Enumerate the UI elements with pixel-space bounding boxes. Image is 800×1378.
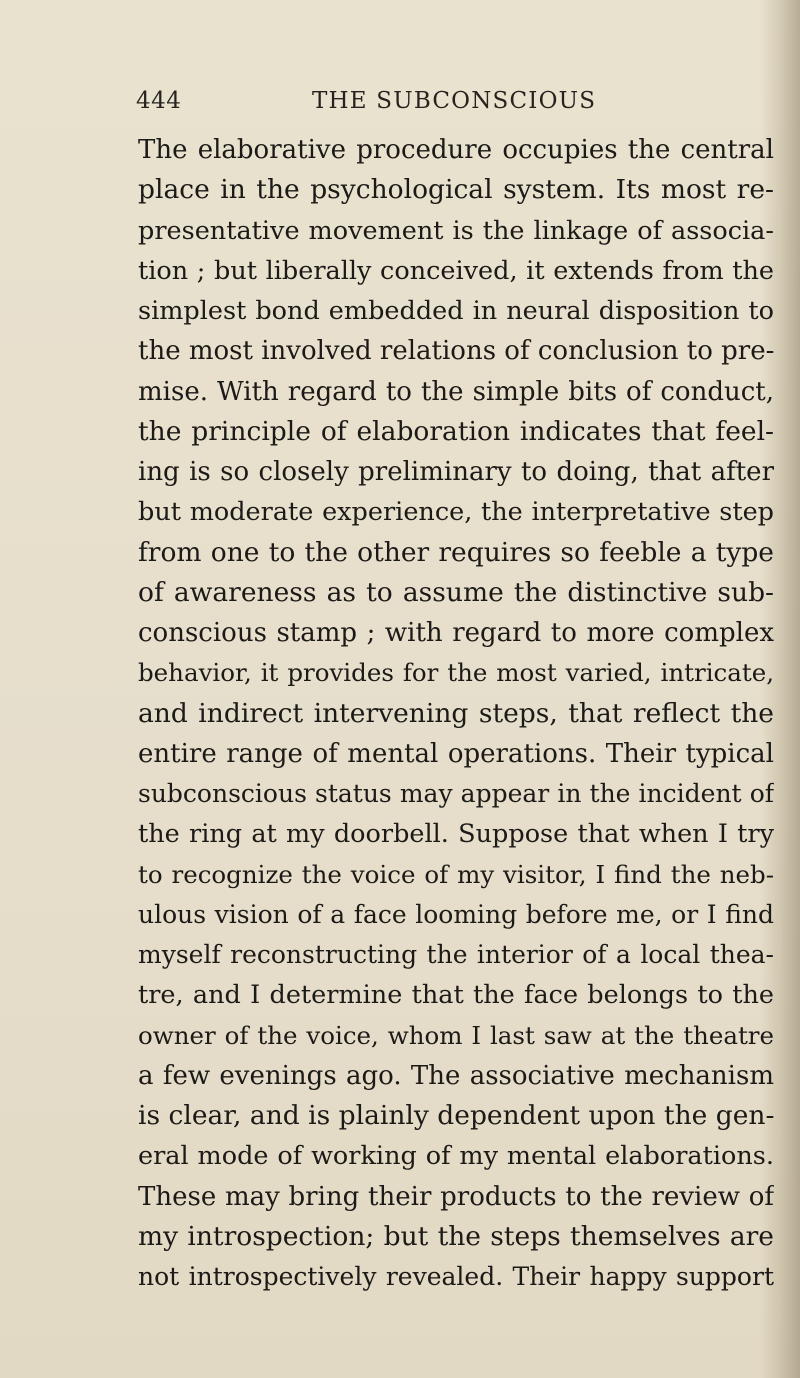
running-title: THE SUBCONSCIOUS — [312, 88, 597, 114]
text-line: a few evenings ago. The associative mechanism — [138, 1060, 774, 1091]
text-line: the principle of elaboration indicates that feel- — [138, 415, 774, 447]
text-line: entire range of mental operations. Their typical — [138, 738, 774, 769]
text-line: place in the psychological system. Its most re- — [138, 174, 774, 206]
text-line: is clear, and is plainly dependent upon the gen- — [138, 1100, 774, 1131]
text-line: owner of the voice, whom I last saw at the theatre — [138, 1020, 774, 1050]
text-line: myself reconstructing the interior of a local thea- — [138, 940, 774, 969]
text-line: behavior, it provides for the most varied, intricate, — [138, 658, 774, 688]
running-head — [0, 88, 800, 122]
body-paragraph — [138, 130, 774, 1297]
text-line: The elaborative procedure occupies the central — [138, 135, 774, 165]
text-line: not introspectively revealed. Their happy support — [138, 1262, 774, 1291]
text-line: and indirect intervening steps, that reflect the — [138, 697, 774, 729]
text-line: eral mode of working of my mental elaborations. — [138, 1141, 774, 1172]
text-line: tre, and I determine that the face belongs to the — [138, 980, 774, 1011]
page-number: 444 — [136, 88, 182, 114]
text-line: presentative movement is the linkage of associa- — [138, 215, 774, 246]
text-line: from one to the other requires so feeble a type — [138, 536, 774, 568]
text-line: my introspection; but the steps themselves are — [138, 1220, 774, 1252]
text-line: mise. With regard to the simple bits of conduct, — [138, 376, 774, 407]
text-line: the most involved relations of conclusion to pre- — [138, 336, 774, 367]
text-line: conscious stamp ; with regard to more complex — [138, 618, 774, 648]
text-line: subconscious status may appear in the incident of — [138, 779, 774, 808]
text-line: These may bring their products to the review of — [138, 1181, 774, 1212]
text-line: simplest bond embedded in neural disposition to — [138, 296, 774, 326]
text-line: to recognize the voice of my visitor, I find the neb- — [138, 859, 774, 889]
text-line: ulous vision of a face looming before me, or I find — [138, 899, 774, 929]
text-line: the ring at my doorbell. Suppose that when I try — [138, 819, 774, 850]
text-line: tion ; but liberally conceived, it extends from the — [138, 255, 774, 286]
text-line: ing is so closely preliminary to doing, that after — [138, 457, 774, 487]
text-line: of awareness as to assume the distinctive sub- — [138, 576, 774, 608]
text-line: but moderate experience, the interpretative step — [138, 497, 774, 528]
